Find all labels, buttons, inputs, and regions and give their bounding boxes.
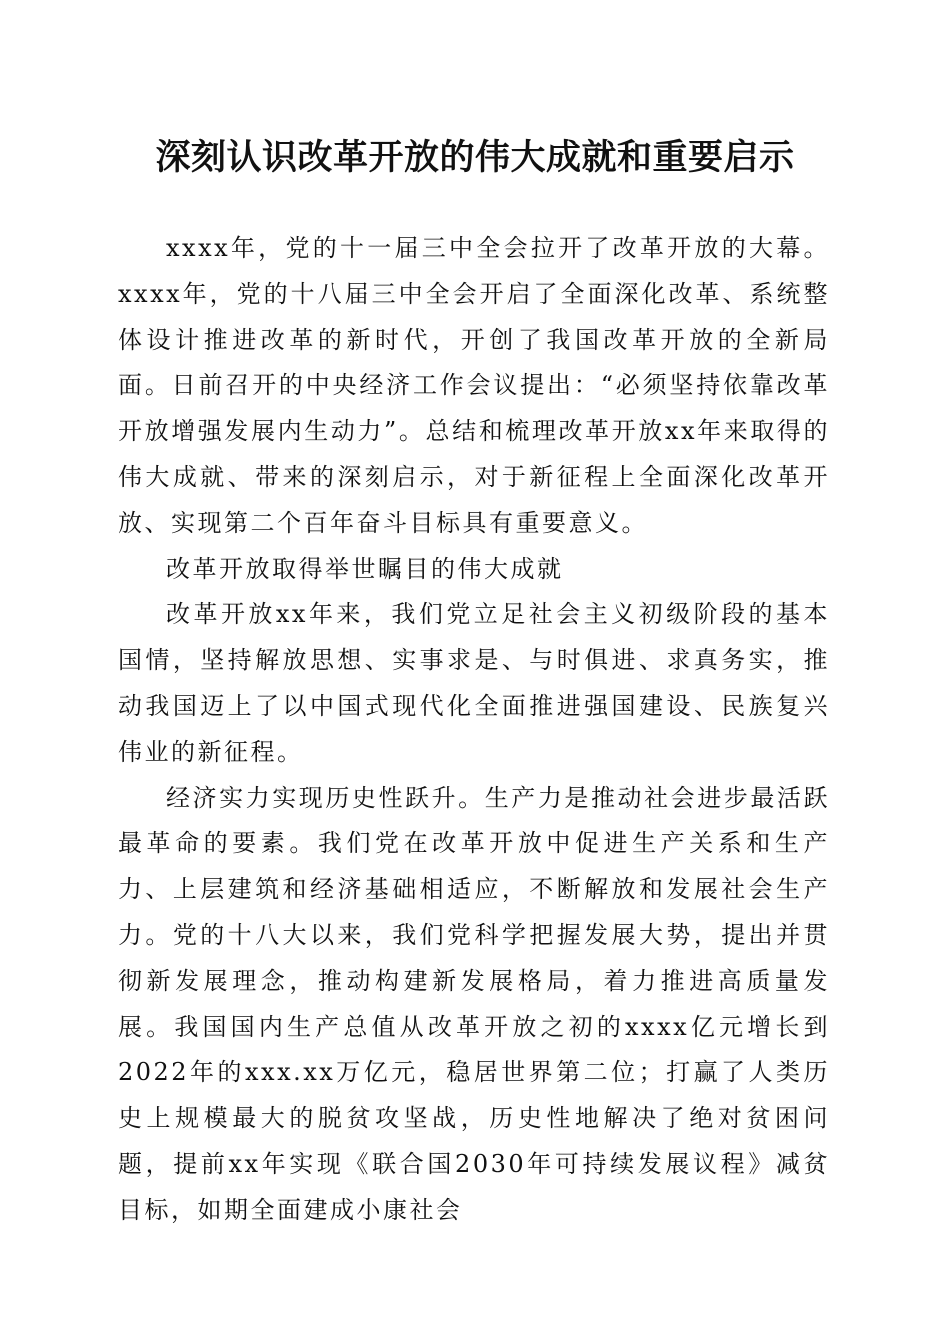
paragraph-overview: 改革开放xx年来，我们党立足社会主义初级阶段的基本国情，坚持解放思想、实事求是、与时俱进、求真务实，推动我国迈上了以中国式现代化全面推进强国建设、民族复兴伟业的新征程。 — [118, 600, 830, 766]
section-heading: 改革开放取得举世瞩目的伟大成就 — [166, 554, 564, 583]
paragraph-economy: 经济实力实现历史性跃升。生产力是推动社会进步最活跃最革命的要素。我们党在改革开放中促进生产关系和生产力、上层建筑和经济基础相适应，不断解放和发展社会生产力。党的十八大以来，我们党科学把握发展大势，提出并贯彻新发展理念，推动构建新发展格局，着力推进高质量发展。我国国内生产总值从改革开放之初的xxxx亿元增长到2022年的xxx.xx万亿元，稳居世界第二位；打赢了人类历史上规模最大的脱贫攻坚战，历史性地解决了绝对贫困问题，提前xx年实现《联合国2030年可持续发展议程》减贫目标，如期全面建成小康社会 — [118, 783, 830, 1224]
paragraph-intro: xxxx年，党的十一届三中全会拉开了改革开放的大幕。xxxx年，党的十八届三中全会开启了全面深化改革、系统整体设计推进改革的新时代，开创了我国改革开放的全新局面。日前召开的中央经济工作会议提出：“必须坚持依靠改革开放增强发展内生动力”。总结和梳理改革开放xx年来取得的伟大成就、带来的深刻启示，对于新征程上全面深化改革开放、实现第二个百年奋斗目标具有重要意义。 — [118, 234, 830, 537]
document-body — [118, 226, 830, 1234]
document-title: 深刻认识改革开放的伟大成就和重要启示 — [155, 137, 795, 178]
